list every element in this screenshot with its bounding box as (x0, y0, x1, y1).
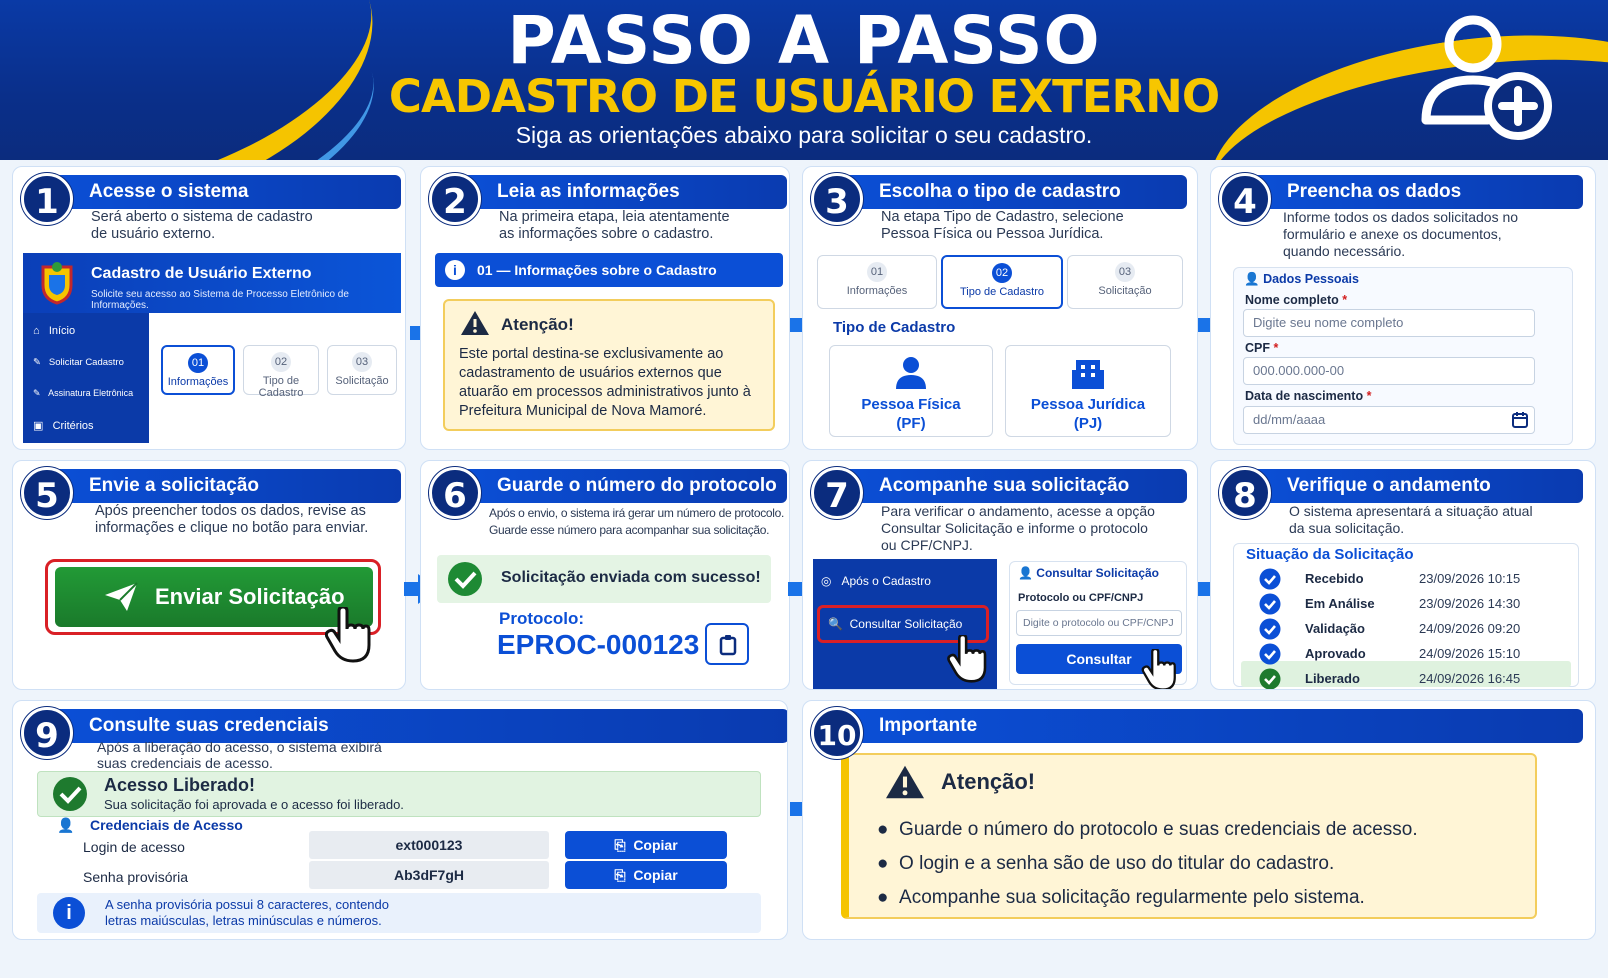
wizard-step-label: Tipo de Cadastro (258, 375, 304, 399)
important-item: ● Acompanhe sua solicitação regularmente pelo sistema. (877, 887, 1365, 908)
password-note (37, 893, 761, 933)
protocol-search-input[interactable]: Digite o protocolo ou CPF/CNPJ (1016, 610, 1182, 636)
step-9-title: Consulte suas credenciais (49, 709, 788, 743)
login-value: ext000123 (309, 831, 549, 859)
status-name: Recebido (1305, 571, 1364, 586)
wizard-step-label: Solicitação (335, 375, 389, 387)
option-label: Pessoa Física (861, 396, 961, 413)
step-2-desc-line2: as informações sobre o cadastro. (499, 226, 714, 242)
sidebar-item-criterios[interactable] (33, 419, 94, 432)
important-item: ● Guarde o número do protocolo e suas credenciais de acesso. (877, 819, 1418, 840)
field-label: Protocolo ou CPF/CNPJ (1018, 592, 1144, 604)
wizard-step-label: Solicitação (1098, 285, 1152, 297)
status-date: 23/09/2026 10:15 (1419, 571, 1521, 586)
send-button-label: Enviar Solicitação (155, 584, 345, 609)
wizard-step-2[interactable] (243, 345, 319, 399)
add-user-icon (1418, 10, 1558, 140)
page-title: PASSO A PASSO (507, 2, 1101, 79)
sidebar-item-label: Início (48, 325, 76, 337)
step-1-title: Acesse o sistema (49, 175, 401, 209)
step-2-card (420, 166, 790, 450)
step-6-number: 6 (429, 467, 481, 519)
check-circle-icon (1259, 568, 1281, 590)
wizard-step-1[interactable] (161, 345, 235, 395)
important-item-text: Acompanhe sua solicitação regularmente pelo sistema. (899, 887, 1365, 908)
sidebar-item-label: Consultar Solicitação (849, 617, 963, 631)
cpf-label: CPF (1245, 341, 1270, 355)
important-item-text: O login e a senha são de uso do titular do cadastro. (899, 853, 1335, 874)
important-warning-box (841, 753, 1537, 919)
step-4-desc-line1: Informe todos os dados solicitados no (1283, 209, 1519, 225)
step-2-title: Leia as informações (457, 175, 787, 209)
step-8-number: 8 (1219, 467, 1271, 519)
pointer-hand-icon (1141, 649, 1177, 690)
clipboard-icon (718, 634, 738, 656)
wizard-step-number: 03 (352, 352, 372, 372)
sidebar-item-assinatura[interactable] (33, 388, 133, 399)
step-5-title: Envie a solicitação (49, 469, 401, 503)
step-10-title: Importante (839, 709, 1583, 743)
wizard-step-3[interactable] (327, 345, 397, 395)
step-10-number: 10 (811, 707, 863, 759)
step-4-desc-line2: formulário e anexe os documentos, (1283, 226, 1502, 242)
important-item-text: Guarde o número do protocolo e suas credenciais de acesso. (899, 819, 1418, 840)
wizard-step-number: 01 (188, 353, 208, 373)
copy-password-button[interactable] (565, 861, 727, 889)
step-3-card (802, 166, 1198, 450)
step-9-card (12, 700, 788, 940)
wizard-step-3[interactable] (1067, 255, 1183, 309)
option-label: (PJ) (1073, 415, 1103, 432)
step-5-desc-line1: Após preencher todos os dados, revise as (95, 503, 366, 519)
warning-title: Atenção! (501, 315, 574, 334)
warning-icon (459, 309, 491, 337)
step-1-number: 1 (21, 173, 73, 225)
check-circle-icon (52, 776, 88, 812)
user-icon: 👤 (57, 817, 75, 833)
check-circle-icon (1259, 668, 1281, 690)
page-subtitle: CADASTRO DE USUÁRIO EXTERNO (388, 70, 1220, 123)
important-item: ● O login e a senha são de uso do titular do cadastro. (877, 853, 1335, 874)
building-icon (1070, 354, 1106, 390)
status-row (1241, 667, 1571, 690)
send-icon (103, 581, 139, 613)
sidebar-item-label: Critérios (52, 420, 94, 432)
clipboard-icon: ⎘ (614, 837, 626, 853)
wizard-step-number: 02 (992, 263, 1012, 283)
step-9-desc-line1: Após a liberação do acesso, o sistema exibirá (97, 739, 382, 755)
target-icon: ◎ (821, 574, 832, 588)
cpf-input[interactable]: 000.000.000-00 (1243, 357, 1535, 385)
warning-line: Prefeitura Municipal de Nova Mamoré. (459, 403, 707, 419)
step-3-title: Escolha o tipo de cadastro (839, 175, 1187, 209)
status-name: Liberado (1305, 671, 1360, 686)
step-10-card (802, 700, 1596, 940)
pointer-hand-icon (947, 635, 987, 683)
user-icon: 👤 (1244, 272, 1260, 286)
option-label: Pessoa Jurídica (1030, 396, 1146, 413)
step-6-desc-line1: Após o envio, o sistema irá gerar um número de protocolo. (489, 506, 785, 520)
step-8-title: Verifique o andamento (1247, 469, 1583, 503)
step-9-number: 9 (21, 707, 73, 759)
password-value: Ab3dF7gH (309, 861, 549, 889)
wizard-step-label: Tipo de Cadastro (960, 286, 1044, 298)
status-row (1241, 617, 1571, 641)
protocol-number: EPROC-000123 (497, 629, 700, 660)
login-label: Login de acesso (83, 839, 185, 855)
access-granted-title: Acesso Liberado! (104, 775, 256, 795)
check-circle-icon (1259, 593, 1281, 615)
warning-line: cadastramento de usuários externos que (459, 365, 722, 381)
status-date: 23/09/2026 14:30 (1419, 596, 1521, 611)
sidebar-item-label: Após o Cadastro (841, 574, 931, 588)
access-granted-message: Sua solicitação foi aprovada e o acesso foi liberado. (104, 797, 404, 812)
success-message: Solicitação enviada com sucesso! (501, 569, 761, 586)
warning-icon (883, 763, 927, 801)
step-7-title: Acompanhe sua solicitação (839, 469, 1187, 503)
coat-of-arms-icon (37, 261, 77, 305)
step-8-desc-line1: O sistema apresentará a situação atual (1289, 503, 1533, 519)
protocol-label: Protocolo: (499, 609, 584, 628)
status-date: 24/09/2026 15:10 (1419, 646, 1521, 661)
required-mark: * (1273, 341, 1279, 355)
step-3-number: 3 (811, 173, 863, 225)
wizard-step-number: 01 (867, 262, 887, 282)
step-1-card (12, 166, 406, 450)
info-icon: i (445, 260, 465, 280)
clipboard-icon: ⎘ (614, 867, 626, 883)
step-7-desc-line1: Para verificar o andamento, acesse a opção (881, 503, 1155, 519)
warning-line: Este portal destina-se exclusivamente ao (459, 346, 724, 362)
wizard-step-number: 03 (1115, 262, 1135, 282)
sidebar-item-inicio[interactable] (33, 325, 75, 337)
step-4-desc-line3: quando necessário. (1283, 243, 1406, 259)
app-title: Cadastro de Usuário Externo (91, 265, 312, 282)
check-circle-icon (1259, 618, 1281, 640)
info-section-bar (435, 253, 783, 287)
step-7-desc-line3: ou CPF/CNPJ. (881, 537, 973, 553)
sidebar-item-apos-cadastro[interactable] (821, 571, 931, 591)
wizard-step-1[interactable] (817, 255, 937, 309)
status-row (1241, 567, 1571, 591)
pointer-hand-icon (325, 607, 371, 663)
wizard-step-2[interactable] (941, 255, 1063, 309)
note-line: letras maiúsculas, letras minúsculas e números. (105, 913, 382, 928)
password-label: Senha provisória (83, 869, 189, 885)
search-icon: 🔍 (828, 617, 843, 631)
wizard-step-label: Informações (167, 376, 229, 388)
success-banner (437, 555, 771, 603)
edit-icon: ✎ (33, 357, 41, 368)
status-row (1241, 642, 1571, 666)
step-4-title: Preencha os dados (1247, 175, 1583, 209)
dob-label: Data de nascimento (1245, 389, 1364, 403)
name-label: Nome completo (1245, 293, 1339, 307)
warning-box (443, 299, 775, 431)
section-title: Tipo de Cadastro (833, 319, 956, 336)
consult-button[interactable]: Consultar (1016, 644, 1182, 674)
status-date: 24/09/2026 09:20 (1419, 621, 1521, 636)
status-date: 24/09/2026 16:45 (1419, 671, 1521, 686)
step-8-card (1210, 460, 1596, 690)
info-icon: i (53, 897, 85, 929)
app-header (23, 253, 401, 313)
step-7-desc-line2: Consultar Solicitação e informe o protocolo (881, 520, 1148, 536)
copy-protocol-button[interactable] (705, 623, 749, 665)
step-7-card (802, 460, 1198, 690)
step-1-desc-line1: Será aberto o sistema de cadastro (91, 209, 313, 225)
info-section-label: 01 — Informações sobre o Cadastro (477, 262, 717, 278)
dob-input[interactable]: dd/mm/aaaa (1243, 406, 1535, 434)
calendar-icon[interactable] (1511, 411, 1529, 429)
app-subtitle: Solicite seu acesso ao Sistema de Processo Eletrônico de Informações. (91, 289, 349, 311)
step-3-desc-line1: Na etapa Tipo de Cadastro, selecione (881, 209, 1124, 225)
sidebar-item-solicitar[interactable] (33, 357, 124, 368)
step-8-desc-line2: da sua solicitação. (1289, 520, 1405, 536)
step-6-title: Guarde o número do protocolo (457, 469, 787, 503)
pessoa-juridica-option[interactable] (1005, 345, 1171, 437)
step-6-desc-line2: Guarde esse número para acompanhar sua solicitação. (489, 523, 770, 537)
name-input[interactable]: Digite seu nome completo (1243, 309, 1535, 337)
step-5-card (12, 460, 406, 690)
page-tagline: Siga as orientações abaixo para solicitar o seu cadastro. (515, 122, 1093, 148)
copy-label: Copiar (633, 837, 678, 853)
panel-title: Consultar Solicitação (1036, 566, 1159, 580)
step-3-desc-line2: Pessoa Física ou Pessoa Jurídica. (881, 226, 1104, 242)
note-line: A senha provisória possui 8 caracteres, contendo (105, 897, 390, 912)
step-4-card (1210, 166, 1596, 450)
step-2-number: 2 (429, 173, 481, 225)
status-name: Em Análise (1305, 596, 1375, 611)
step-7-number: 7 (811, 467, 863, 519)
access-granted-banner (37, 771, 761, 817)
option-label: (PF) (896, 415, 926, 432)
step-6-card (420, 460, 790, 690)
sidebar-item-label: Solicitar Cadastro (48, 357, 124, 368)
wizard-step-label: Informações (846, 285, 908, 297)
status-name: Validação (1305, 621, 1365, 636)
warning-line: atuarão em processos administrativos junto à (459, 384, 751, 400)
step-9-desc-line2: suas credenciais de acesso. (97, 755, 273, 771)
status-row (1241, 592, 1571, 616)
sidebar-item-label: Assinatura Eletrônica (48, 388, 134, 398)
step-2-desc-line1: Na primeira etapa, leia atentamente (499, 209, 730, 225)
home-icon: ⌂ (33, 325, 40, 337)
credentials-title: Credenciais de Acesso (90, 817, 243, 833)
status-section-title: Situação da Solicitação (1246, 546, 1414, 563)
wizard-step-number: 02 (271, 352, 291, 372)
step-1-desc-line2: de usuário externo. (91, 226, 216, 242)
step-5-desc-line2: informações e clique no botão para enviar. (95, 520, 369, 536)
step-4-number: 4 (1219, 173, 1271, 225)
form-section-title: Dados Pessoais (1263, 272, 1359, 286)
app-sidebar (23, 313, 149, 443)
copy-login-button[interactable] (565, 831, 727, 859)
header (0, 0, 1608, 160)
signature-icon: ✎ (33, 388, 41, 398)
important-warning-title: Atenção! (941, 769, 1036, 794)
required-mark: * (1366, 389, 1372, 403)
user-search-icon: 👤 (1018, 566, 1033, 580)
check-circle-icon (447, 561, 483, 597)
list-icon: ▣ (33, 420, 44, 432)
copy-label: Copiar (633, 867, 678, 883)
required-mark: * (1342, 293, 1348, 307)
step-5-number: 5 (21, 467, 73, 519)
check-circle-icon (1259, 643, 1281, 665)
pessoa-fisica-option[interactable] (829, 345, 993, 437)
status-name: Aprovado (1305, 646, 1366, 661)
person-icon (893, 354, 929, 390)
